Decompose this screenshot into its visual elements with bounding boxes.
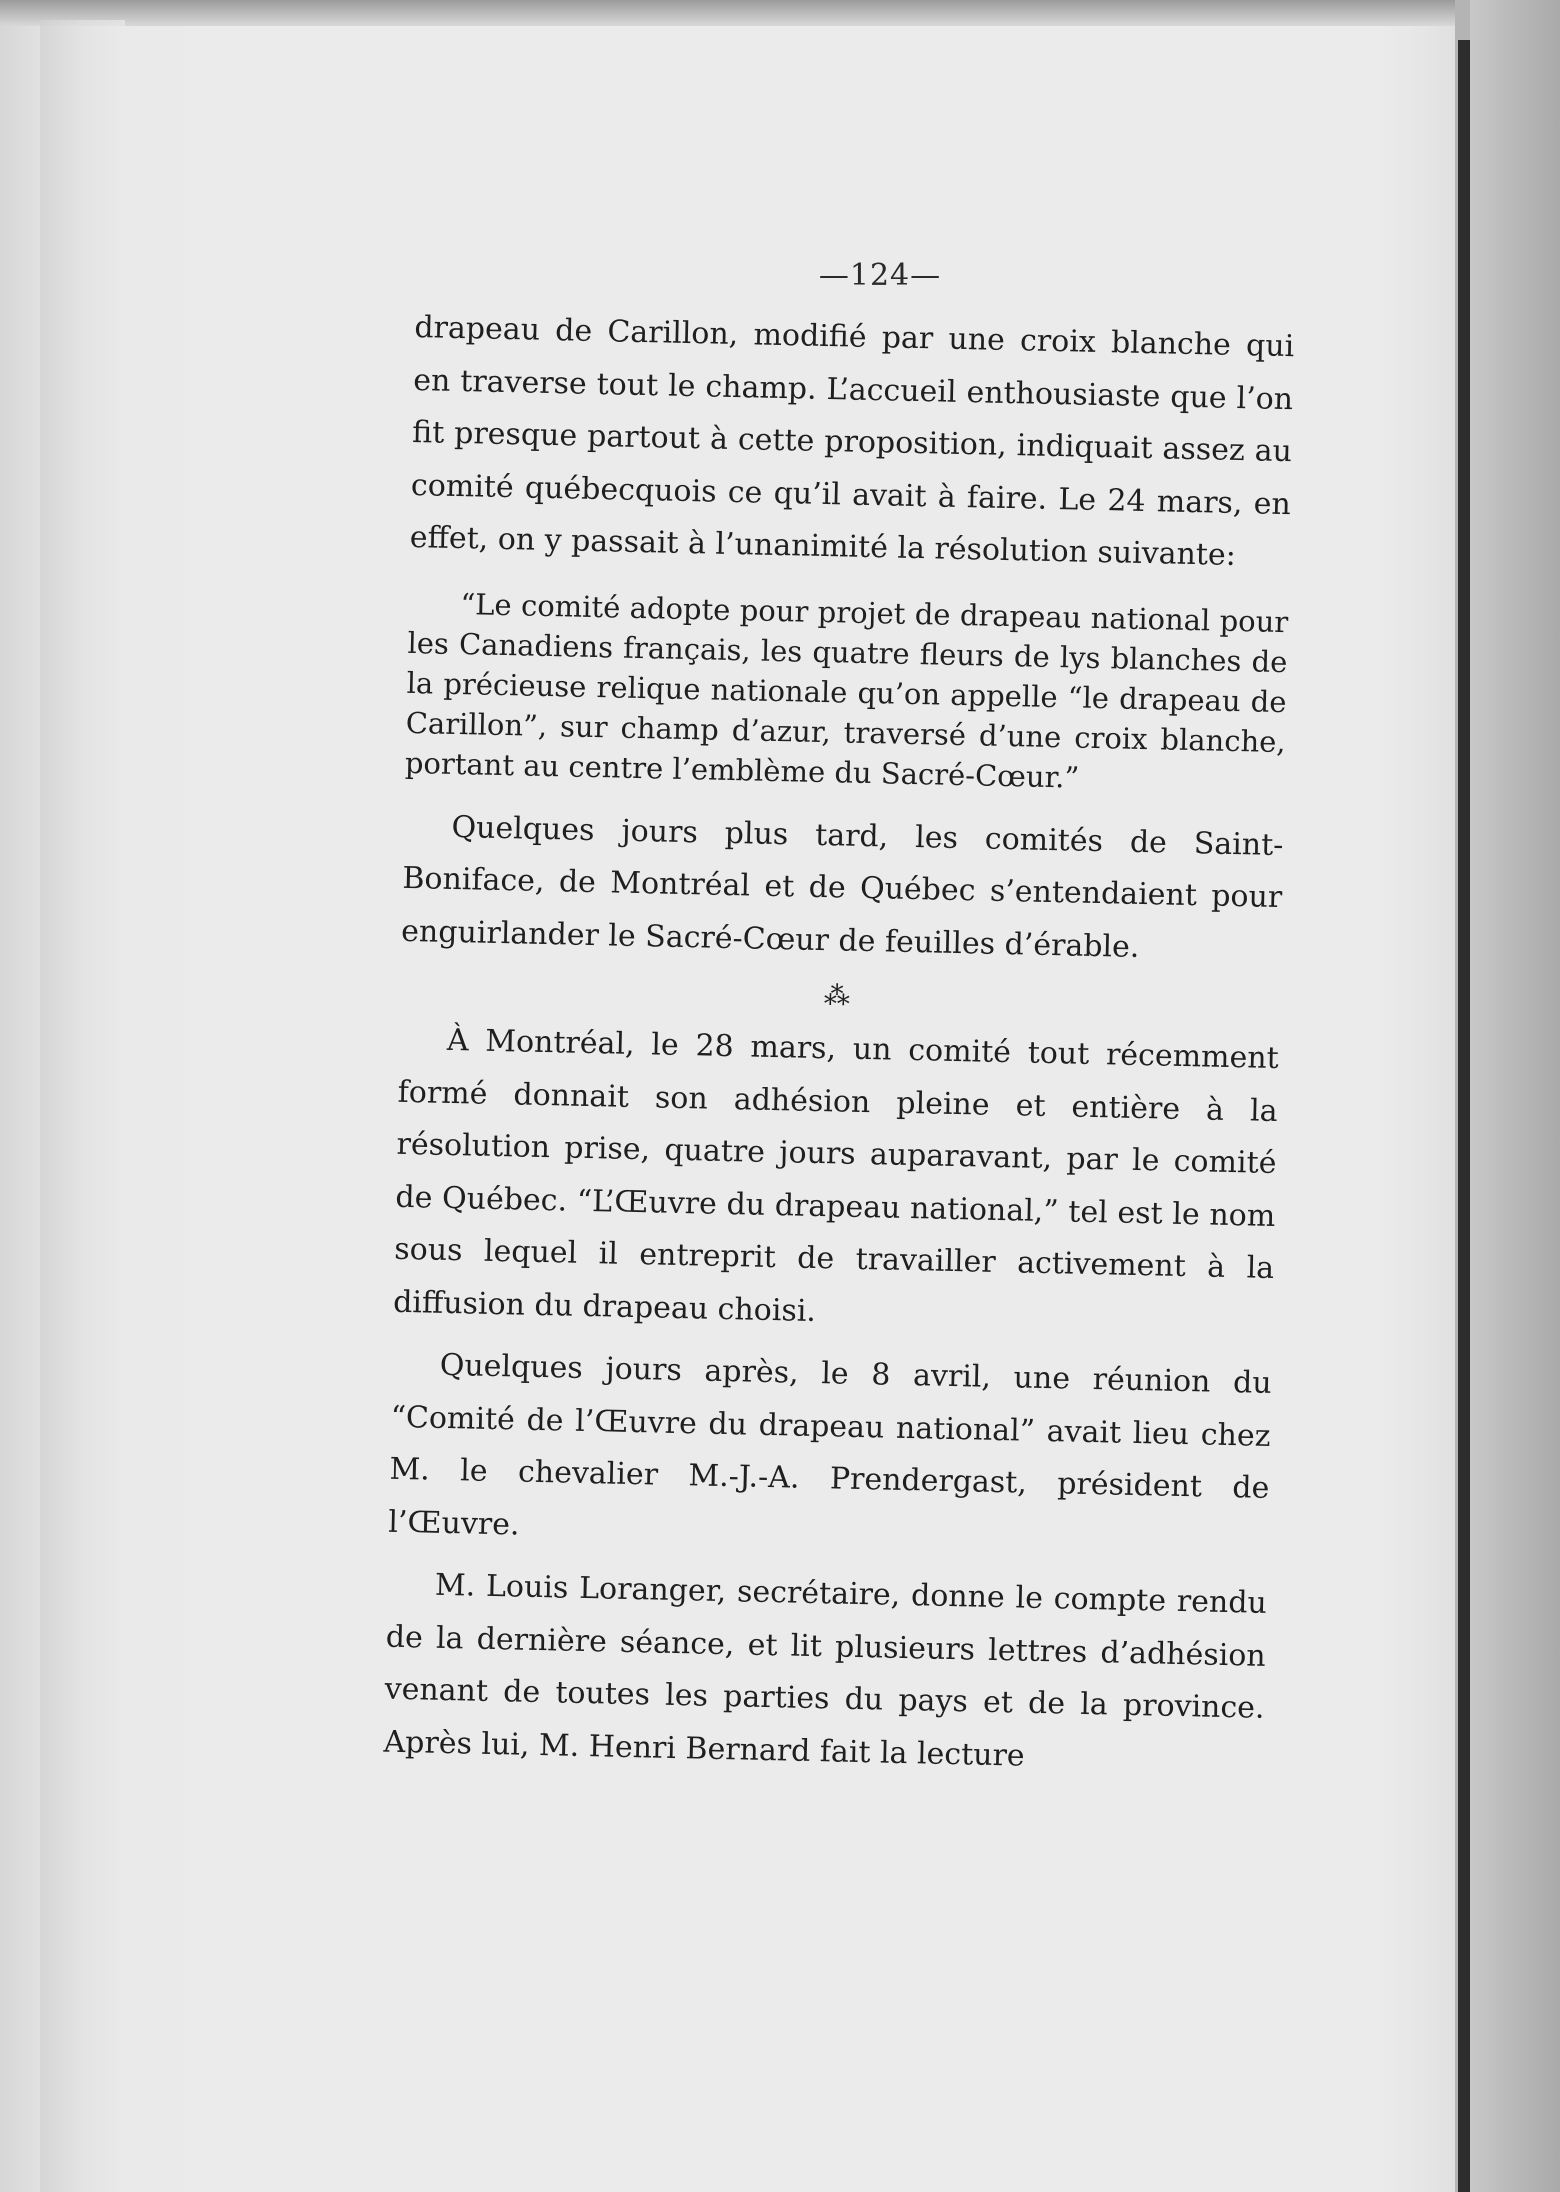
body-text xyxy=(383,302,1295,1788)
resolution-quote: “Le comité adopte pour projet de drapeau national pour les Canadiens français, les quatre fleurs de lys blanches de la précieuse relique nationale qu’on appelle “le drapeau de Carillon”, sur champ d’azur, traversé d’une croix blanche, portant au centre l’emblème du Sacré-Cœur.” xyxy=(404,586,1289,795)
paragraph-montreal-committee: À Montréal, le 28 mars, un comité tout récemment formé donnait son adhésion pleine et entière à la résolution prise, quatre jours auparavant, par le comité de Québec. “L’Œuvre du drapeau national,” tel est le nom sous lequel il entreprit de travailler activement à la diffusion du drapeau choisi. xyxy=(392,1022,1280,1329)
section-asterism: ⁂ xyxy=(823,981,857,1012)
book-spine-shadow xyxy=(40,20,125,2192)
page-edge-dark xyxy=(1458,40,1470,2192)
page-number: —124— xyxy=(818,258,942,293)
book-board xyxy=(1470,0,1560,2192)
paragraph-committees: Quelques jours plus tard, les comités de Saint-Boniface, de Montréal et de Québec s’entendaient pour enguirlander le Sacré-Cœur de feuilles d’érable. xyxy=(400,809,1284,965)
paragraph-carillon-flag: drapeau de Carillon, modifié par une croix blanche qui en traverse tout le champ. L’accueil enthousiaste que l’on fit presque partout à cette proposition, indiquait assez au comité québecquois ce qu’il avait à faire. Le 24 mars, en effet, on y passait à l’unanimité la résolution suivante: xyxy=(409,309,1295,573)
paragraph-secretary-report: M. Louis Loranger, secrétaire, donne le compte rendu de la dernière séance, et lit plusieurs lettres d’adhésion venant de toutes les parties du pays et de la province. Après lui, M. Henri Bernard fait la lecture xyxy=(383,1567,1268,1774)
paragraph-meeting-april: Quelques jours après, le 8 avril, une réunion du “Comité de l’Œuvre du drapeau national” avait lieu chez M. le chevalier M.-J.-A. Prendergast, président de l’Œuvre. xyxy=(388,1347,1272,1543)
top-shadow xyxy=(0,0,1560,26)
